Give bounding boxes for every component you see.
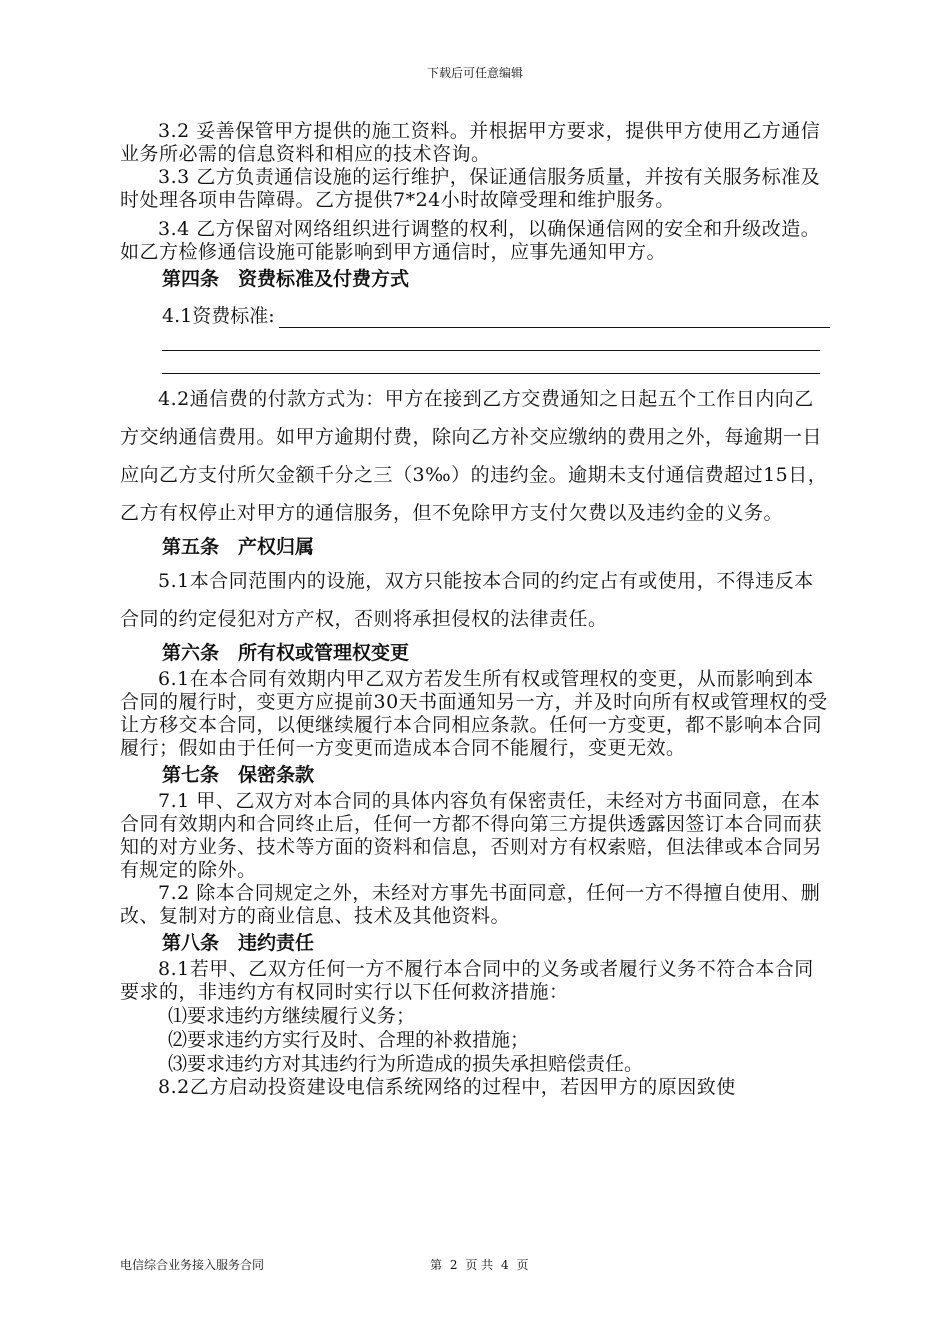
page-suffix: 页 bbox=[516, 1258, 529, 1272]
clause-3-3: 3.3 乙方负责通信设施的运行维护，保证通信服务质量，并按有关服务标准及时处理各项申告障碍。乙方提供7*24小时故障受理和维护服务。 bbox=[120, 166, 821, 211]
fee-blank-line-2 bbox=[162, 328, 820, 351]
footer-doc-title: 电信综合业务接入服务合同 bbox=[120, 1258, 265, 1272]
fee-standard-row bbox=[120, 294, 830, 328]
footer-page-number bbox=[428, 1256, 530, 1273]
clause-5-1: 5.1本合同范围内的设施，双方只能按本合同的约定占有或使用，不得违反本合同的约定侵犯对方产权，否则将承担侵权的法律责任。 bbox=[120, 570, 814, 630]
clause-7-2: 7.2 除本合同规定之外，未经对方事先书面同意，任何一方不得擅自使用、删改、复制对方的商业信息、技术及其他资料。 bbox=[120, 882, 821, 927]
header-note: 下载后可任意编辑 bbox=[426, 66, 523, 80]
fee-blank-line-1 bbox=[279, 305, 830, 328]
clause-6-1: 6.1在本合同有效期内甲乙双方若发生所有权或管理权的变更，从而影响到本合同的履行时，变更方应提前30天书面通知另一方，并及时向所有权或管理权的受让方移交本合同，以便继续履行本合同相应条款。任何一方变更，都不影响本合同履行；假如由于任何一方变更而造成本合同不能履行，变更无效。 bbox=[120, 668, 828, 759]
page-current: 2 bbox=[449, 1258, 458, 1272]
heading-article-6: 第六条 所有权或管理权变更 bbox=[162, 642, 410, 664]
clause-3-4: 3.4 乙方保留对网络组织进行调整的权利，以确保通信网的安全和升级改造。如乙方检修通信设施可能影响到甲方通信时，应事先通知甲方。 bbox=[120, 218, 821, 263]
clause-8-2: 8.2乙方启动投资建设电信系统网络的过程中，若因甲方的原因致使 bbox=[158, 1076, 736, 1098]
heading-article-7: 第七条 保密条款 bbox=[162, 764, 315, 786]
document-body bbox=[120, 120, 830, 1099]
clause-7-1: 7.1 甲、乙双方对本合同的具体内容负有保密责任，未经对方书面同意，在本合同有效期内和合同终止后，任何一方都不得向第三方提供透露因签订本合同而获知的对方业务、技术等方面的资料和信息，否则对方有权索赔，但法律或本合同另有规定的除外。 bbox=[120, 790, 823, 881]
clause-8-1: 8.1若甲、乙双方任何一方不履行本合同中的义务或者履行义务不符合本合同要求的，非违约方有权同时实行以下任何救济措施： bbox=[120, 958, 814, 1003]
clause-4-2: 4.2通信费的付款方式为：甲方在接到乙方交费通知之日起五个工作日内向乙方交纳通信费用。如甲方逾期付费，除向乙方补交应缴纳的费用之外，每逾期一日应向乙方支付所欠金额千分之三（3‰）的违约金。逾期未支付通信费超过15日，乙方有权停止对甲方的通信服务，但不免除甲方支付欠费以及违约金的义务。 bbox=[120, 388, 828, 524]
fee-blank-line-3 bbox=[162, 351, 820, 374]
page-mid: 页 共 bbox=[465, 1258, 494, 1272]
remedy-item-1: ⑴要求违约方继续履行义务； bbox=[168, 1005, 416, 1027]
remedy-item-3: ⑶要求违约方对其违约行为所造成的损失承担赔偿责任。 bbox=[168, 1053, 644, 1075]
fee-standard-label: 4.1资费标准: bbox=[162, 305, 275, 327]
heading-article-5: 第五条 产权归属 bbox=[162, 536, 315, 558]
heading-article-8: 第八条 违约责任 bbox=[162, 932, 315, 954]
remedy-item-2: ⑵要求违约方实行及时、合理的补救措施； bbox=[168, 1029, 530, 1051]
clause-3-2: 3.2 妥善保管甲方提供的施工资料。并根据甲方要求，提供甲方使用乙方通信业务所必需的信息资料和相应的技术咨询。 bbox=[120, 120, 821, 165]
heading-article-4: 第四条 资费标准及付费方式 bbox=[162, 268, 410, 290]
page-prefix: 第 bbox=[430, 1258, 443, 1272]
page-total: 4 bbox=[500, 1258, 509, 1272]
